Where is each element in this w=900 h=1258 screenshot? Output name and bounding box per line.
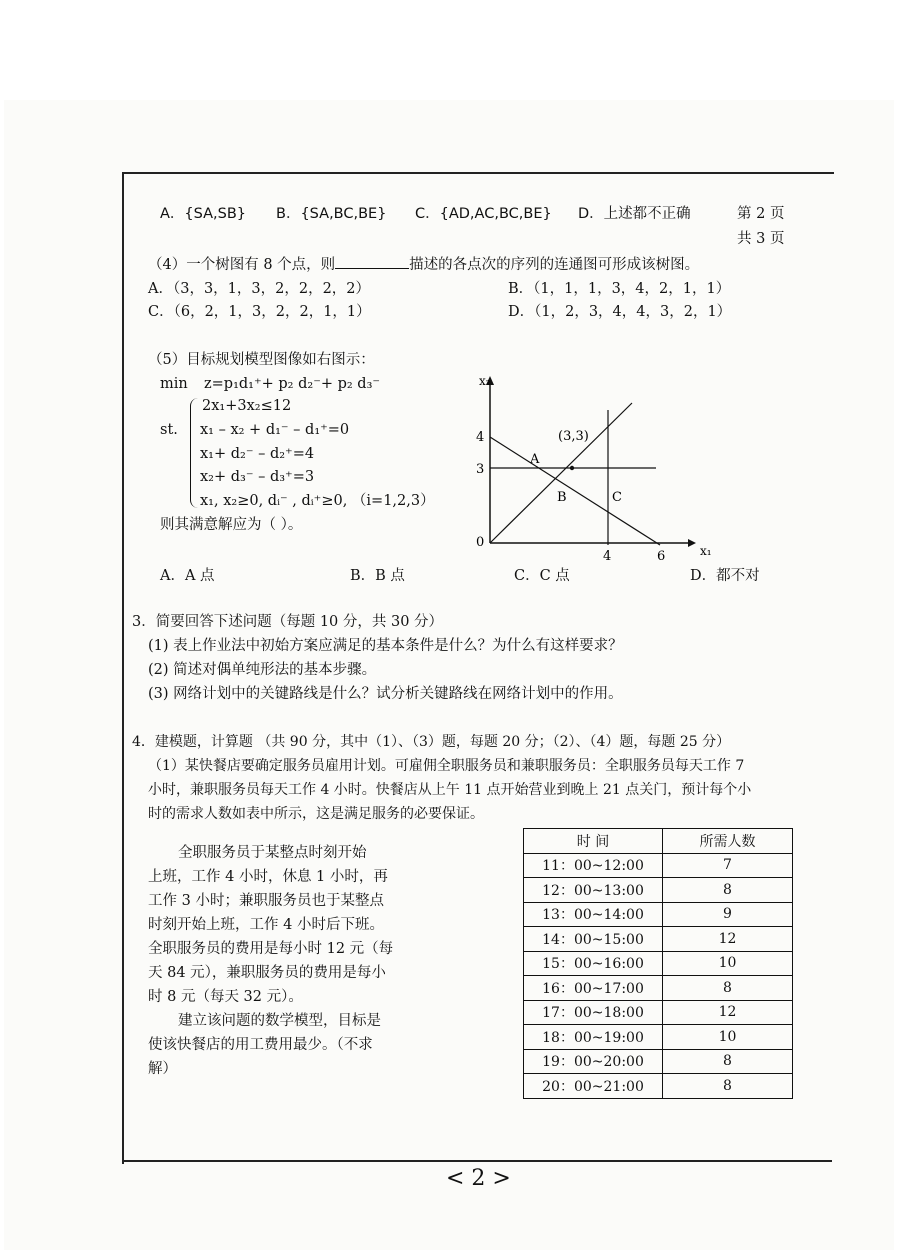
x2-axis-label: x₂ bbox=[479, 374, 491, 388]
question-4-option-d: D．（1，2，3，4，4，3，2，1） bbox=[508, 304, 732, 320]
table-row bbox=[524, 951, 793, 976]
description-line-2: 上班，工作 4 小时，休息 1 小时，再 bbox=[148, 869, 388, 885]
option-b: B．{SA,BC,BE} bbox=[276, 206, 387, 222]
time-cell: 20：00~21:00 bbox=[524, 1074, 663, 1099]
question-4-option-b: B．（1，1，1，3，4，2，1，1） bbox=[508, 281, 731, 297]
count-cell: 10 bbox=[663, 951, 793, 976]
tick-x-4: 4 bbox=[603, 549, 612, 564]
page-number: < 2 > bbox=[446, 1166, 511, 1191]
point-3-3 bbox=[570, 466, 574, 470]
time-cell: 15：00~16:00 bbox=[524, 951, 663, 976]
section-3-item-2: (2) 简述对偶单纯形法的基本步骤。 bbox=[148, 662, 377, 678]
section-4-intro-line-3: 时的需求人数如表中所示，这是满足服务的必要保证。 bbox=[148, 806, 484, 822]
point-label: (3,3) bbox=[558, 429, 589, 444]
min-label: min bbox=[160, 376, 188, 392]
table-header-row bbox=[524, 829, 793, 854]
question-5-option-b: B．B 点 bbox=[350, 568, 405, 584]
count-cell: 10 bbox=[663, 1025, 793, 1050]
tick-y-4: 4 bbox=[476, 430, 485, 445]
time-cell: 19：00~20:00 bbox=[524, 1049, 663, 1074]
table-header-count: 所需人数 bbox=[663, 829, 793, 854]
x1-axis-arrow bbox=[688, 539, 696, 547]
option-a: A．{SA,SB} bbox=[160, 206, 247, 222]
frame-bottom-rule bbox=[122, 1160, 832, 1162]
section-4-intro-line-1: （1）某快餐店要确定服务员雇用计划。可雇佣全职服务员和兼职服务员：全职服务员每天工作 7 bbox=[148, 758, 745, 774]
section-3-item-3: (3) 网络计划中的关键路线是什么？试分析关键路线在网络计划中的作用。 bbox=[148, 686, 623, 702]
x1-axis-label: x₁ bbox=[700, 544, 712, 558]
option-c: C．{AD,AC,BC,BE} bbox=[415, 206, 552, 222]
count-cell: 8 bbox=[663, 878, 793, 903]
table-row bbox=[524, 878, 793, 903]
objective-function: z=p₁d₁⁺+ p₂ d₂⁻+ p₂ d₃⁻ bbox=[204, 376, 381, 392]
time-cell: 18：00~19:00 bbox=[524, 1025, 663, 1050]
constraint-4: x₂+ d₃⁻ – d₃⁺=3 bbox=[200, 469, 315, 485]
goal-programming-graph bbox=[460, 365, 710, 565]
description-line-9: 使该快餐店的用工费用最少。（不求 bbox=[148, 1037, 373, 1053]
count-cell: 8 bbox=[663, 1049, 793, 1074]
table-header-time: 时 间 bbox=[524, 829, 663, 854]
table-row bbox=[524, 1074, 793, 1099]
question-4-stem-start: （4）一个树图有 8 个点，则 bbox=[148, 257, 336, 273]
constraint-2: x₁ – x₂ + d₁⁻ – d₁⁺=0 bbox=[200, 422, 350, 438]
table-row bbox=[524, 853, 793, 878]
time-cell: 14：00~15:00 bbox=[524, 927, 663, 952]
table-row bbox=[524, 902, 793, 927]
total-pages-label: 共 3 页 bbox=[737, 231, 785, 247]
tick-y-3: 3 bbox=[476, 462, 485, 477]
description-line-7: 时 8 元（每天 32 元）。 bbox=[148, 989, 303, 1005]
table-row bbox=[524, 976, 793, 1001]
section-4-intro-line-2: 小时，兼职服务员每天工作 4 小时。快餐店从上午 11 点开始营业到晚上 21 点关门，预计每个小 bbox=[148, 782, 752, 798]
region-label-a: A bbox=[530, 452, 540, 467]
time-cell: 12：00~13:00 bbox=[524, 878, 663, 903]
time-cell: 11：00~12:00 bbox=[524, 853, 663, 878]
question-4-stem bbox=[148, 254, 699, 275]
count-cell: 12 bbox=[663, 927, 793, 952]
description-line-6: 天 84 元），兼职服务员的费用是每小 bbox=[148, 965, 386, 981]
region-label-b: B bbox=[557, 490, 567, 505]
count-cell: 8 bbox=[663, 976, 793, 1001]
time-cell: 16：00~17:00 bbox=[524, 976, 663, 1001]
line-x1-equals-x2 bbox=[490, 403, 632, 543]
st-label: st. bbox=[160, 422, 178, 438]
constraint-1: 2x₁+3x₂≤12 bbox=[202, 398, 292, 414]
description-line-5: 全职服务员的费用是每小时 12 元（每 bbox=[148, 941, 394, 957]
answer-line: 则其满意解应为（ ）。 bbox=[160, 517, 303, 533]
section-3-title: 3．简要回答下述问题（每题 10 分，共 30 分） bbox=[132, 614, 444, 630]
staffing-requirement-table bbox=[523, 828, 793, 1099]
question-4-option-a: A．（3，3，1，3，2，2，2，2） bbox=[148, 281, 371, 297]
table-row bbox=[524, 927, 793, 952]
description-line-8: 建立该问题的数学模型，目标是 bbox=[178, 1013, 381, 1029]
description-line-3: 工作 3 小时；兼职服务员也于某整点 bbox=[148, 893, 384, 909]
count-cell: 9 bbox=[663, 902, 793, 927]
page-label: 第 2 页 bbox=[737, 206, 785, 222]
question-5-option-a: A．A 点 bbox=[160, 568, 215, 584]
description-line-10: 解） bbox=[148, 1061, 177, 1077]
question-5-option-c: C．C 点 bbox=[514, 568, 570, 584]
constraint-3: x₁+ d₂⁻ – d₂⁺=4 bbox=[200, 446, 315, 462]
question-4-option-c: C．（6，2，1，3，2，2，1，1） bbox=[148, 304, 371, 320]
count-cell: 7 bbox=[663, 853, 793, 878]
section-4-title: 4．建模题，计算题 （共 90 分，其中（1）、（3）题，每题 20 分；（2）、（4）题，每题 25 分） bbox=[132, 734, 731, 750]
origin-label: 0 bbox=[476, 535, 485, 550]
line-2x1-plus-3x2-equals-12 bbox=[490, 437, 660, 545]
tick-x-6: 6 bbox=[657, 549, 666, 564]
constraint-5: x₁, x₂≥0, dᵢ⁻ , dᵢ⁺≥0, （i=1,2,3） bbox=[200, 493, 435, 509]
description-line-4: 时刻开始上班，工作 4 小时后下班。 bbox=[148, 917, 384, 933]
answer-blank bbox=[335, 254, 409, 269]
table-row bbox=[524, 1025, 793, 1050]
table-row bbox=[524, 1049, 793, 1074]
option-d: D．上述都不正确 bbox=[578, 206, 691, 222]
count-cell: 12 bbox=[663, 1000, 793, 1025]
time-cell: 17：00~18:00 bbox=[524, 1000, 663, 1025]
region-label-c: C bbox=[612, 490, 622, 505]
question-5-option-d: D．都不对 bbox=[690, 568, 760, 584]
count-cell: 8 bbox=[663, 1074, 793, 1099]
question-4-stem-end: 描述的各点次的序列的连通图可形成该树图。 bbox=[409, 257, 700, 273]
time-cell: 13：00~14:00 bbox=[524, 902, 663, 927]
description-line-1: 全职服务员于某整点时刻开始 bbox=[178, 845, 367, 861]
section-3-item-1: (1) 表上作业法中初始方案应满足的基本条件是什么？为什么有这样要求？ bbox=[148, 638, 623, 654]
table-row bbox=[524, 1000, 793, 1025]
question-5-stem: （5）目标规划模型图像如右图示： bbox=[148, 352, 375, 368]
